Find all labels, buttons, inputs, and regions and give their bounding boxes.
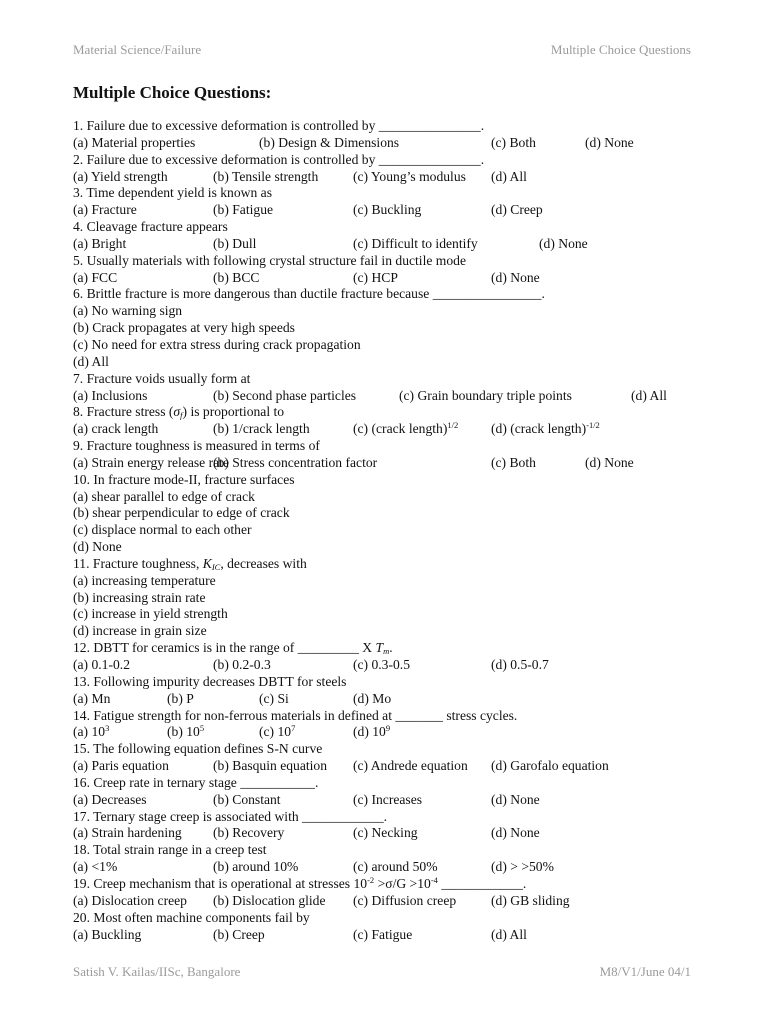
- answer-option: (c) Difficult to identify: [353, 235, 478, 251]
- answer-option: (c) Grain boundary triple points: [399, 387, 572, 403]
- footer-right: M8/V1/June 04/1: [599, 964, 691, 979]
- answer-options-row: [73, 927, 713, 944]
- question-text: 18. Total strain range in a creep test: [73, 842, 267, 858]
- question-text: 7. Fracture voids usually form at: [73, 370, 251, 386]
- answer-option: (d) 0.5-0.7: [491, 657, 549, 672]
- answer-option: (d) Creep: [491, 202, 543, 218]
- answer-option: (d) None: [539, 235, 588, 251]
- answer-options-row: [73, 758, 713, 775]
- page-header: [73, 42, 691, 58]
- answer-option: (b) Second phase particles: [213, 387, 357, 403]
- answer-option: (b) $10^5$: [167, 723, 205, 740]
- answer-option: (b) Stress concentration factor: [213, 454, 378, 470]
- answer-option: (a) Buckling: [73, 926, 142, 942]
- answer-option: (c) Both: [491, 134, 536, 150]
- answer-option: (b) Tensile strength: [213, 168, 319, 184]
- answer-options-row: [73, 792, 713, 809]
- question-text: 13. Following impurity decreases DBTT for steels: [73, 673, 347, 689]
- answer-option: (a) Strain energy release rate: [73, 454, 229, 470]
- question-text: 8. Fracture stress $(\sigma_f)$ is proportional to: [73, 404, 285, 421]
- answer-option: (a) <1%: [73, 859, 118, 875]
- answer-options-row: [73, 388, 713, 405]
- answer-option: (a) 0.1-0.2: [73, 657, 130, 672]
- answer-options-row: [73, 691, 713, 708]
- answer-option: (d) > >50%: [491, 859, 554, 875]
- answer-option: (c) Necking: [353, 825, 418, 841]
- answer-option: (c) HCP: [353, 269, 398, 285]
- answer-option: (b) around 10%: [213, 859, 299, 875]
- answer-option: (c) Both: [491, 454, 536, 470]
- question-text: 10. In fracture mode-II, fracture surfaces: [73, 471, 295, 487]
- answer-option: (a) Mn: [73, 690, 111, 706]
- answer-option: (d) increase in grain size: [73, 623, 207, 639]
- answer-option: (d) None: [73, 539, 122, 555]
- answer-option: (a) Inclusions: [73, 387, 148, 403]
- answer-options-row: [73, 202, 713, 219]
- question-text: 15. The following equation defines S-N curve: [73, 741, 323, 757]
- answer-option: (a) Material properties: [73, 134, 196, 150]
- answer-options-row: [73, 455, 713, 472]
- answer-option: (d) All: [491, 926, 527, 942]
- question-list: [73, 118, 713, 943]
- answer-option: (a) Decreases: [73, 791, 147, 807]
- answer-option: (c) (crack length)$^{1/2}$: [353, 420, 459, 437]
- header-left: Material Science/Failure: [73, 42, 202, 57]
- answer-option: (d) (crack length)$^{-1/2}$: [491, 420, 600, 437]
- answer-option: (b) shear perpendicular to edge of crack: [73, 505, 290, 521]
- answer-option: (a) crack length: [73, 421, 159, 437]
- answer-option: (b) Design & Dimensions: [259, 134, 400, 150]
- answer-options-row: [73, 859, 713, 876]
- answer-options-row: [73, 657, 713, 674]
- answer-option: (c) Buckling: [353, 202, 422, 218]
- answer-options-row: [73, 135, 713, 152]
- answer-option: (c) Increases: [353, 791, 423, 807]
- question-text: 9. Fracture toughness is measured in terms of: [73, 438, 320, 454]
- answer-option: (c) $10^7$: [259, 723, 296, 740]
- answer-options-row: [73, 825, 713, 842]
- question-text: 16. Creep rate in ternary stage ___________.: [73, 774, 319, 790]
- answer-option: (d) None: [585, 134, 634, 150]
- answer-option: (c) increase in yield strength: [73, 606, 228, 622]
- answer-option: (b) increasing strain rate: [73, 589, 206, 605]
- answer-option: (c) Young’s modulus: [353, 168, 466, 184]
- answer-option: (c) Fatigue: [353, 926, 413, 942]
- answer-option: (a) Yield strength: [73, 168, 168, 184]
- answer-option: (d) None: [585, 454, 634, 470]
- page-footer: [73, 964, 691, 980]
- answer-option: (d) None: [491, 825, 540, 841]
- answer-option: (a) Bright: [73, 235, 127, 251]
- answer-option: (a) FCC: [73, 269, 118, 285]
- question-text: 5. Usually materials with following crystal structure fail in ductile mode: [73, 252, 466, 268]
- answer-options-row: [73, 270, 713, 287]
- answer-option: (a) Fracture: [73, 202, 137, 218]
- question-text: 14. Fatigue strength for non-ferrous materials in defined at _______ stress cycles.: [73, 707, 518, 723]
- answer-option: (c) Si: [259, 690, 289, 706]
- answer-option: (c) Diffusion creep: [353, 892, 457, 908]
- answer-option: (a) shear parallel to edge of crack: [73, 488, 255, 504]
- answer-option: (d) All: [631, 387, 667, 403]
- page-title: Multiple Choice Questions:: [73, 83, 272, 102]
- answer-options-row: [73, 893, 713, 910]
- question-text: 4. Cleavage fracture appears: [73, 219, 228, 235]
- answer-option: (b) BCC: [213, 269, 260, 285]
- answer-option: (b) Basquin equation: [213, 758, 328, 774]
- answer-option: (c) Andrede equation: [353, 758, 468, 774]
- answer-option: (b) Fatigue: [213, 202, 274, 218]
- answer-option: (b) Creep: [213, 926, 265, 942]
- answer-option: (d) GB sliding: [491, 892, 570, 908]
- answer-option: (a) Dislocation creep: [73, 892, 187, 908]
- answer-options-row: [73, 724, 713, 741]
- answer-option: (b) Constant: [213, 791, 281, 807]
- question-text: 6. Brittle fracture is more dangerous than ductile fracture because ________________.: [73, 286, 545, 302]
- header-right: Multiple Choice Questions: [550, 42, 691, 57]
- question-text: 3. Time dependent yield is known as: [73, 185, 272, 201]
- answer-option: (a) No warning sign: [73, 303, 183, 319]
- question-text: 12. DBTT for ceramics is in the range of _________ X $T_m$.: [73, 640, 393, 657]
- answer-option: (d) All: [491, 168, 527, 184]
- answer-option: (b) Recovery: [213, 825, 285, 841]
- answer-option: (c) 0.3-0.5: [353, 657, 410, 672]
- question-text: 17. Ternary stage creep is associated with ____________.: [73, 808, 388, 824]
- answer-option: (b) 1/crack length: [213, 421, 310, 437]
- answer-options-row: [73, 236, 713, 253]
- answer-options-row: [73, 169, 713, 186]
- answer-option: (c) displace normal to each other: [73, 522, 252, 538]
- answer-option: (a) Strain hardening: [73, 825, 182, 841]
- footer-left: Satish V. Kailas/IISc, Bangalore: [73, 964, 241, 979]
- answer-option: (a) increasing temperature: [73, 572, 216, 588]
- question-text: 19. Creep mechanism that is operational at stresses $10^{-2} >\sigma/G >10^{-4}$ ____________.: [73, 874, 527, 891]
- answer-option: (a) Paris equation: [73, 758, 169, 774]
- answer-option: (b) P: [167, 690, 194, 706]
- answer-option: (a) $10^3$: [73, 723, 110, 740]
- answer-option: (b) Crack propagates at very high speeds: [73, 320, 295, 336]
- question-text: 2. Failure due to excessive deformation is controlled by _______________.: [73, 151, 485, 167]
- answer-option: (c) around 50%: [353, 859, 438, 875]
- answer-option: (d) All: [73, 353, 109, 369]
- answer-option: (d) Mo: [353, 690, 392, 706]
- answer-option: (d) $10^9$: [353, 723, 391, 740]
- answer-option: (d) Garofalo equation: [491, 758, 609, 774]
- answer-option: (c) No need for extra stress during crack propagation: [73, 336, 361, 352]
- answer-option: (d) None: [491, 791, 540, 807]
- answer-option: (b) Dislocation glide: [213, 892, 326, 908]
- answer-option: (b) 0.2-0.3: [213, 657, 271, 672]
- answer-option: (d) None: [491, 269, 540, 285]
- question-text: 11. Fracture toughness, $K_{IC}$, decreases with: [73, 555, 307, 572]
- question-text: 20. Most often machine components fail by: [73, 909, 310, 925]
- answer-option: (b) Dull: [213, 235, 257, 251]
- answer-options-row: [73, 421, 713, 438]
- question-text: 1. Failure due to excessive deformation is controlled by _______________.: [73, 118, 485, 133]
